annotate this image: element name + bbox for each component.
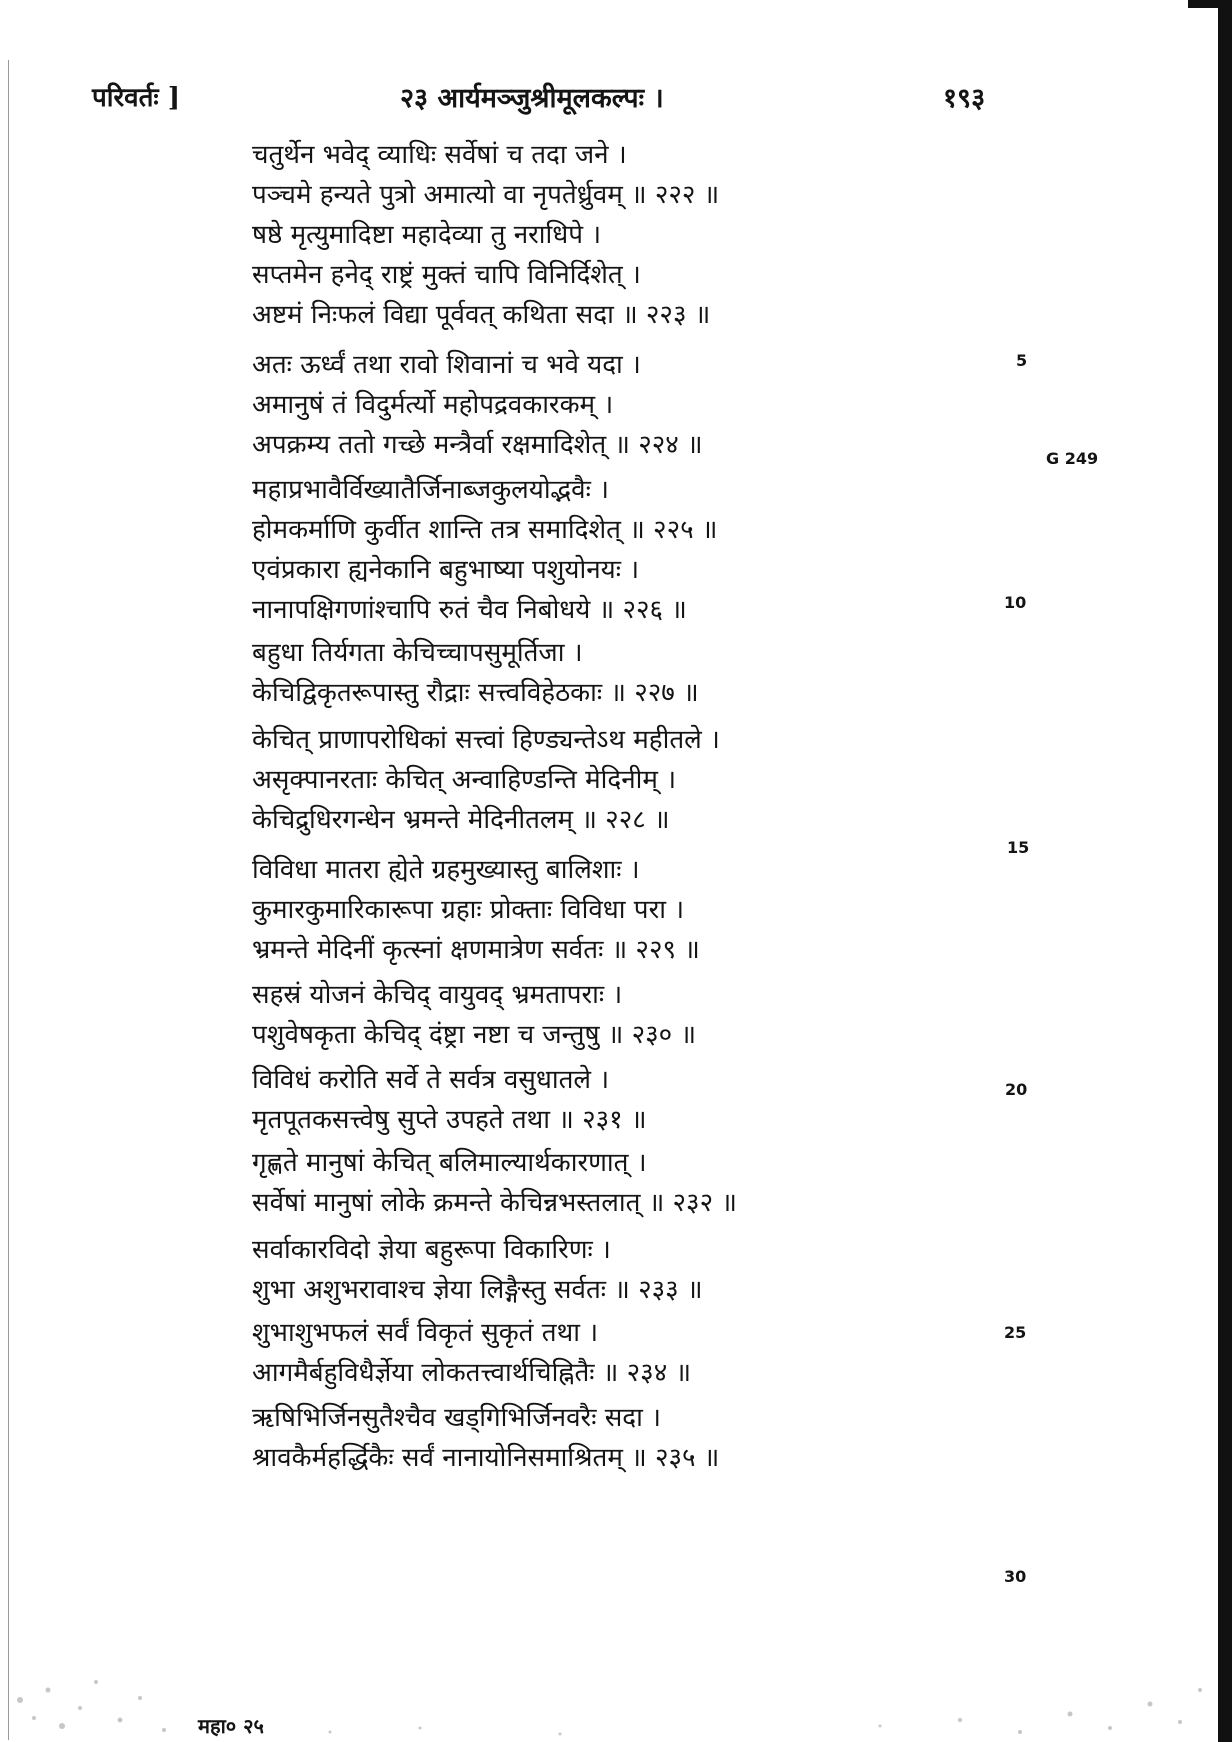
- verse-line: चतुर्थेन भवेद् व्याधिः सर्वेषां च तदा जने ।: [252, 140, 627, 170]
- verse-line: महाप्रभावैर्विख्यातैर्जिनाब्जकुलयोद्भवैः ।: [252, 475, 609, 505]
- verse-line: षष्ठे मृत्युमादिष्टा महादेव्या तु नराधिपे ।: [252, 220, 602, 250]
- verse-line: गृह्णते मानुषां केचित् बलिमाल्यार्थकारणात् ।: [252, 1148, 647, 1178]
- line-number-25: 25: [1004, 1323, 1027, 1342]
- verse-line: नानापक्षिगणांश्चापि रुतं चैव निबोधये ॥ २२६ ॥: [252, 595, 687, 625]
- scan-noise-decoration: [0, 1660, 1232, 1742]
- verse-line: सहस्रं योजनं केचिद् वायुवद् भ्रमतापराः ।: [252, 980, 623, 1010]
- verse-line: कुमारकुमारिकारूपा ग्रहाः प्रोक्ताः विविधा परा ।: [252, 895, 685, 925]
- verse-line: अमानुषं तं विदुर्मर्त्यो महोपद्रवकारकम् ।: [252, 390, 614, 420]
- verse-line: सर्वाकारविदो ज्ञेया बहुरूपा विकारिणः ।: [252, 1235, 611, 1265]
- header-chapter: परिवर्तः ]: [92, 83, 181, 113]
- verse-line: असृक्पानरताः केचित् अन्वाहिण्डन्ति मेदिनीम् ।: [252, 765, 677, 795]
- running-header: [0, 78, 1232, 118]
- verse-line: विविधं करोति सर्वे ते सर्वत्र वसुधातले ।: [252, 1065, 610, 1095]
- verse-line: केचित् प्राणापरोधिकां सत्त्वां हिण्ड्यन्तेऽथ महीतले ।: [252, 725, 720, 755]
- line-number-20: 20: [1005, 1080, 1028, 1099]
- verse-line: शुभा अशुभरावाश्च ज्ञेया लिङ्गैस्तु सर्वतः ॥ २३३ ॥: [252, 1275, 703, 1305]
- footer-signature-mark: महा० २५: [198, 1714, 264, 1738]
- line-number-5: 5: [1016, 351, 1028, 370]
- verse-line: सप्तमेन हनेद् राष्ट्रं मुक्तं चापि विनिर्दिशेत् ।: [252, 260, 641, 290]
- verse-line: बहुधा तिर्यगता केचिच्चापसुमूर्तिजा ।: [252, 638, 583, 668]
- header-page-number: १९३: [943, 83, 986, 114]
- scan-edge-bar: [1218, 0, 1232, 1742]
- verse-line: ऋषिभिर्जिनसुतैश्चैव खड्गिभिर्जिनवरैः सदा ।: [252, 1403, 661, 1433]
- verse-line: आगमैर्बहुविधैर्ज्ञेया लोकतत्त्वार्थचिह्नितैः ॥ २३४ ॥: [252, 1358, 692, 1388]
- verse-line: पशुवेषकृता केचिद् दंष्ट्रा नष्टा च जन्तुषु ॥ २३० ॥: [252, 1020, 697, 1050]
- header-title: २३ आर्यमञ्जुश्रीमूलकल्पः ।: [400, 83, 664, 114]
- verse-line: सर्वेषां मानुषां लोके क्रमन्ते केचिन्नभस्तलात् ॥ २३२ ॥: [252, 1188, 737, 1218]
- scan-left-rule: [8, 60, 9, 1740]
- line-number-10: 10: [1004, 593, 1027, 612]
- verse-line: केचिद्विकृतरूपास्तु रौद्राः सत्त्वविहेठकाः ॥ २२७ ॥: [252, 678, 699, 708]
- verse-line: विविधा मातरा ह्येते ग्रहमुख्यास्तु बालिशाः ।: [252, 855, 640, 885]
- line-number-30: 30: [1004, 1567, 1027, 1586]
- verse-line: पञ्चमे हन्यते पुत्रो अमात्यो वा नृपतेर्ध्रुवम् ॥ २२२ ॥: [252, 180, 720, 210]
- verse-line: भ्रमन्ते मेदिनीं कृत्स्नां क्षणमात्रेण सर्वतः ॥ २२९ ॥: [252, 935, 700, 965]
- verse-line: श्रावकैर्महर्द्धिकैः सर्वं नानायोनिसमाश्रितम् ॥ २३५ ॥: [252, 1443, 720, 1473]
- verse-line: अतः ऊर्ध्वं तथा रावो शिवानां च भवे यदा ।: [252, 350, 641, 380]
- line-number-15: 15: [1007, 838, 1030, 857]
- verse-line: अष्टमं निःफलं विद्या पूर्ववत् कथिता सदा ॥ २२३ ॥: [252, 300, 711, 330]
- verse-line: मृतपूतकसत्त्वेषु सुप्ते उपहते तथा ॥ २३१ ॥: [252, 1105, 647, 1135]
- manuscript-folio-reference: G 249: [1046, 449, 1099, 468]
- verse-line: होमकर्माणि कुर्वीत शान्ति तत्र समादिशेत् ॥ २२५ ॥: [252, 515, 718, 545]
- verse-line: एवंप्रकारा ह्यनेकानि बहुभाष्या पशुयोनयः ।: [252, 555, 640, 585]
- verse-line: शुभाशुभफलं सर्वं विकृतं सुकृतं तथा ।: [252, 1318, 599, 1348]
- verse-line: केचिद्रुधिरगन्धेन भ्रमन्ते मेदिनीतलम् ॥ २२८ ॥: [252, 805, 670, 835]
- scan-edge-top: [1188, 0, 1232, 8]
- verse-line: अपक्रम्य ततो गच्छे मन्त्रैर्वा रक्षमादिशेत् ॥ २२४ ॥: [252, 430, 703, 460]
